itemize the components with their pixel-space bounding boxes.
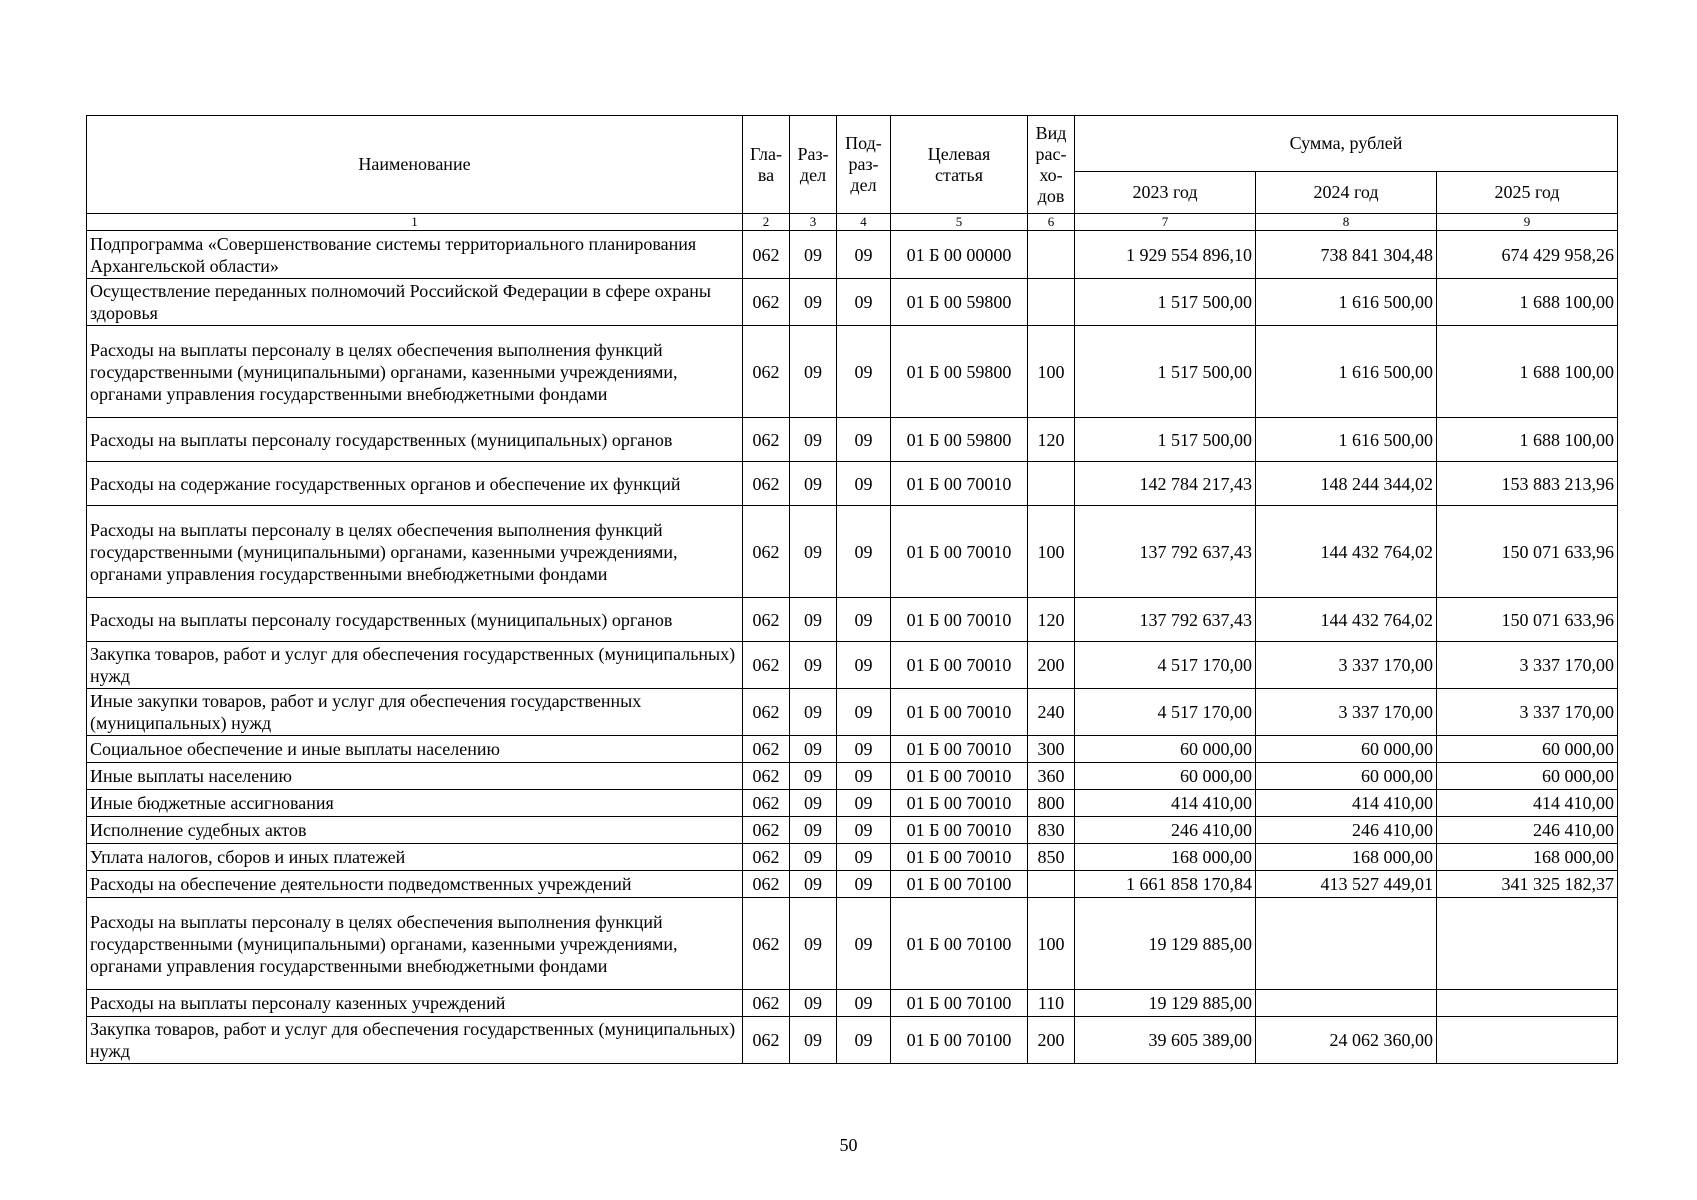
cell-sum-2023: 60 000,00 — [1075, 763, 1256, 790]
cell-name: Расходы на выплаты персоналу казенных учреждений — [87, 990, 743, 1017]
cell-name: Подпрограмма «Совершенствование системы территориального планирования Архангельской области» — [87, 231, 743, 279]
cell-sum-2024: 60 000,00 — [1256, 763, 1437, 790]
cell-expense-type: 240 — [1028, 689, 1075, 736]
cell-section: 09 — [790, 817, 837, 844]
cell-name: Расходы на выплаты персоналу в целях обеспечения выполнения функций государственными (муниципальными) органами, казенными учреждениями, органами управления государственными внебюджетными фондами — [87, 506, 743, 598]
cell-expense-type: 800 — [1028, 790, 1075, 817]
cell-sum-2025: 1 688 100,00 — [1437, 418, 1618, 462]
header-name: Наименование — [87, 116, 743, 214]
table-row — [87, 898, 1618, 990]
cell-name: Исполнение судебных актов — [87, 817, 743, 844]
cell-target: 01 Б 00 70100 — [891, 898, 1028, 990]
cell-target: 01 Б 00 70010 — [891, 598, 1028, 642]
cell-section: 09 — [790, 1017, 837, 1064]
cell-sum-2023: 19 129 885,00 — [1075, 990, 1256, 1017]
cell-sum-2023: 39 605 389,00 — [1075, 1017, 1256, 1064]
table-row — [87, 418, 1618, 462]
cell-chapter: 062 — [743, 326, 790, 418]
cell-sum-2023: 1 517 500,00 — [1075, 279, 1256, 326]
cell-section: 09 — [790, 990, 837, 1017]
cell-section: 09 — [790, 231, 837, 279]
cell-sum-2023: 4 517 170,00 — [1075, 642, 1256, 689]
cell-expense-type: 830 — [1028, 817, 1075, 844]
header-year-2025: 2025 год — [1437, 172, 1618, 214]
cell-expense-type: 360 — [1028, 763, 1075, 790]
cell-chapter: 062 — [743, 871, 790, 898]
cell-subsection: 09 — [837, 871, 891, 898]
cell-target: 01 Б 00 70010 — [891, 642, 1028, 689]
cell-section: 09 — [790, 462, 837, 506]
cell-name: Расходы на содержание государственных органов и обеспечение их функций — [87, 462, 743, 506]
cell-sum-2025: 3 337 170,00 — [1437, 642, 1618, 689]
cell-name: Уплата налогов, сборов и иных платежей — [87, 844, 743, 871]
cell-expense-type: 110 — [1028, 990, 1075, 1017]
table-row — [87, 642, 1618, 689]
column-number: 4 — [837, 214, 891, 231]
cell-target: 01 Б 00 70100 — [891, 990, 1028, 1017]
cell-sum-2023: 137 792 637,43 — [1075, 598, 1256, 642]
cell-section: 09 — [790, 871, 837, 898]
cell-subsection: 09 — [837, 462, 891, 506]
cell-expense-type: 200 — [1028, 1017, 1075, 1064]
cell-sum-2024: 24 062 360,00 — [1256, 1017, 1437, 1064]
cell-sum-2024: 1 616 500,00 — [1256, 418, 1437, 462]
cell-subsection: 09 — [837, 598, 891, 642]
cell-expense-type — [1028, 871, 1075, 898]
table-header — [87, 116, 1618, 231]
cell-sum-2025 — [1437, 1017, 1618, 1064]
cell-sum-2025: 1 688 100,00 — [1437, 326, 1618, 418]
cell-chapter: 062 — [743, 598, 790, 642]
header-year-2024: 2024 год — [1256, 172, 1437, 214]
column-number: 6 — [1028, 214, 1075, 231]
cell-section: 09 — [790, 898, 837, 990]
cell-sum-2023: 1 929 554 896,10 — [1075, 231, 1256, 279]
cell-sum-2023: 60 000,00 — [1075, 736, 1256, 763]
cell-sum-2024: 3 337 170,00 — [1256, 689, 1437, 736]
cell-subsection: 09 — [837, 279, 891, 326]
cell-name: Иные выплаты населению — [87, 763, 743, 790]
cell-chapter: 062 — [743, 736, 790, 763]
cell-expense-type: 300 — [1028, 736, 1075, 763]
header-section: Раз- дел — [790, 116, 837, 214]
cell-chapter: 062 — [743, 279, 790, 326]
budget-table — [86, 115, 1618, 1064]
cell-subsection: 09 — [837, 790, 891, 817]
column-number: 5 — [891, 214, 1028, 231]
cell-sum-2023: 19 129 885,00 — [1075, 898, 1256, 990]
cell-section: 09 — [790, 598, 837, 642]
cell-sum-2024: 246 410,00 — [1256, 817, 1437, 844]
cell-chapter: 062 — [743, 844, 790, 871]
cell-section: 09 — [790, 736, 837, 763]
header-year-2023: 2023 год — [1075, 172, 1256, 214]
cell-sum-2023: 414 410,00 — [1075, 790, 1256, 817]
cell-sum-2023: 1 661 858 170,84 — [1075, 871, 1256, 898]
cell-name: Иные закупки товаров, работ и услуг для обеспечения государственных (муниципальных) нужд — [87, 689, 743, 736]
cell-expense-type — [1028, 231, 1075, 279]
cell-sum-2025: 60 000,00 — [1437, 736, 1618, 763]
cell-sum-2025 — [1437, 898, 1618, 990]
header-target: Целевая статья — [891, 116, 1028, 214]
cell-target: 01 Б 00 70010 — [891, 844, 1028, 871]
cell-section: 09 — [790, 279, 837, 326]
table-row — [87, 763, 1618, 790]
cell-sum-2024: 144 432 764,02 — [1256, 506, 1437, 598]
cell-sum-2024: 60 000,00 — [1256, 736, 1437, 763]
cell-chapter: 062 — [743, 642, 790, 689]
cell-target: 01 Б 00 70010 — [891, 736, 1028, 763]
cell-sum-2025: 150 071 633,96 — [1437, 598, 1618, 642]
cell-chapter: 062 — [743, 990, 790, 1017]
cell-target: 01 Б 00 70010 — [891, 763, 1028, 790]
cell-section: 09 — [790, 689, 837, 736]
cell-sum-2024: 413 527 449,01 — [1256, 871, 1437, 898]
table-row — [87, 790, 1618, 817]
table-row — [87, 990, 1618, 1017]
cell-sum-2025: 150 071 633,96 — [1437, 506, 1618, 598]
header-sum: Сумма, рублей — [1075, 116, 1618, 172]
cell-name: Расходы на обеспечение деятельности подведомственных учреждений — [87, 871, 743, 898]
table-row — [87, 598, 1618, 642]
cell-name: Осуществление переданных полномочий Российской Федерации в сфере охраны здоровья — [87, 279, 743, 326]
cell-sum-2025: 341 325 182,37 — [1437, 871, 1618, 898]
cell-section: 09 — [790, 506, 837, 598]
cell-target: 01 Б 00 70010 — [891, 506, 1028, 598]
cell-chapter: 062 — [743, 898, 790, 990]
cell-target: 01 Б 00 70010 — [891, 462, 1028, 506]
cell-expense-type: 100 — [1028, 898, 1075, 990]
cell-sum-2024: 3 337 170,00 — [1256, 642, 1437, 689]
cell-expense-type: 120 — [1028, 418, 1075, 462]
cell-sum-2023: 137 792 637,43 — [1075, 506, 1256, 598]
cell-subsection: 09 — [837, 817, 891, 844]
cell-target: 01 Б 00 59800 — [891, 418, 1028, 462]
cell-sum-2024: 1 616 500,00 — [1256, 279, 1437, 326]
table-row — [87, 326, 1618, 418]
cell-sum-2023: 246 410,00 — [1075, 817, 1256, 844]
cell-target: 01 Б 00 59800 — [891, 326, 1028, 418]
table-row — [87, 462, 1618, 506]
cell-sum-2024: 1 616 500,00 — [1256, 326, 1437, 418]
cell-target: 01 Б 00 70010 — [891, 817, 1028, 844]
cell-subsection: 09 — [837, 506, 891, 598]
cell-sum-2024: 148 244 344,02 — [1256, 462, 1437, 506]
column-number-row — [87, 214, 1618, 231]
table-row — [87, 844, 1618, 871]
cell-subsection: 09 — [837, 231, 891, 279]
cell-sum-2025: 246 410,00 — [1437, 817, 1618, 844]
cell-sum-2024 — [1256, 898, 1437, 990]
cell-subsection: 09 — [837, 844, 891, 871]
cell-chapter: 062 — [743, 763, 790, 790]
cell-expense-type — [1028, 462, 1075, 506]
cell-section: 09 — [790, 844, 837, 871]
cell-subsection: 09 — [837, 1017, 891, 1064]
cell-sum-2025: 1 688 100,00 — [1437, 279, 1618, 326]
cell-chapter: 062 — [743, 1017, 790, 1064]
table-row — [87, 506, 1618, 598]
table-body — [87, 231, 1618, 1064]
cell-subsection: 09 — [837, 736, 891, 763]
cell-sum-2025 — [1437, 990, 1618, 1017]
cell-chapter: 062 — [743, 689, 790, 736]
cell-sum-2025: 153 883 213,96 — [1437, 462, 1618, 506]
cell-chapter: 062 — [743, 462, 790, 506]
cell-sum-2023: 4 517 170,00 — [1075, 689, 1256, 736]
cell-sum-2024: 144 432 764,02 — [1256, 598, 1437, 642]
cell-subsection: 09 — [837, 689, 891, 736]
cell-sum-2023: 142 784 217,43 — [1075, 462, 1256, 506]
column-number: 3 — [790, 214, 837, 231]
cell-subsection: 09 — [837, 990, 891, 1017]
cell-subsection: 09 — [837, 418, 891, 462]
table-row — [87, 817, 1618, 844]
table-row — [87, 231, 1618, 279]
column-number: 2 — [743, 214, 790, 231]
cell-expense-type: 200 — [1028, 642, 1075, 689]
column-number: 1 — [87, 214, 743, 231]
cell-sum-2023: 168 000,00 — [1075, 844, 1256, 871]
column-number: 9 — [1437, 214, 1618, 231]
cell-sum-2024: 414 410,00 — [1256, 790, 1437, 817]
table-row — [87, 871, 1618, 898]
cell-chapter: 062 — [743, 506, 790, 598]
cell-chapter: 062 — [743, 790, 790, 817]
cell-expense-type: 120 — [1028, 598, 1075, 642]
cell-expense-type: 850 — [1028, 844, 1075, 871]
cell-section: 09 — [790, 326, 837, 418]
cell-expense-type: 100 — [1028, 506, 1075, 598]
cell-target: 01 Б 00 59800 — [891, 279, 1028, 326]
cell-name: Расходы на выплаты персоналу государственных (муниципальных) органов — [87, 418, 743, 462]
cell-sum-2024 — [1256, 990, 1437, 1017]
header-chapter: Гла- ва — [743, 116, 790, 214]
cell-target: 01 Б 00 70100 — [891, 1017, 1028, 1064]
cell-name: Расходы на выплаты персоналу в целях обеспечения выполнения функций государственными (муниципальными) органами, казенными учреждениями, органами управления государственными внебюджетными фондами — [87, 898, 743, 990]
cell-target: 01 Б 00 70010 — [891, 689, 1028, 736]
cell-name: Социальное обеспечение и иные выплаты населению — [87, 736, 743, 763]
column-number: 7 — [1075, 214, 1256, 231]
cell-expense-type — [1028, 279, 1075, 326]
cell-target: 01 Б 00 00000 — [891, 231, 1028, 279]
cell-sum-2025: 3 337 170,00 — [1437, 689, 1618, 736]
cell-subsection: 09 — [837, 898, 891, 990]
cell-target: 01 Б 00 70010 — [891, 790, 1028, 817]
cell-section: 09 — [790, 418, 837, 462]
cell-sum-2024: 168 000,00 — [1256, 844, 1437, 871]
cell-sum-2023: 1 517 500,00 — [1075, 418, 1256, 462]
cell-section: 09 — [790, 642, 837, 689]
cell-sum-2025: 674 429 958,26 — [1437, 231, 1618, 279]
cell-name: Закупка товаров, работ и услуг для обеспечения государственных (муниципальных) нужд — [87, 642, 743, 689]
cell-subsection: 09 — [837, 763, 891, 790]
cell-section: 09 — [790, 763, 837, 790]
cell-subsection: 09 — [837, 642, 891, 689]
table-row — [87, 689, 1618, 736]
table-row — [87, 279, 1618, 326]
table-row — [87, 1017, 1618, 1064]
cell-name: Закупка товаров, работ и услуг для обеспечения государственных (муниципальных) нужд — [87, 1017, 743, 1064]
cell-section: 09 — [790, 790, 837, 817]
header-expense-type: Вид рас- хо- дов — [1028, 116, 1075, 214]
cell-sum-2025: 414 410,00 — [1437, 790, 1618, 817]
cell-chapter: 062 — [743, 231, 790, 279]
column-number: 8 — [1256, 214, 1437, 231]
cell-expense-type: 100 — [1028, 326, 1075, 418]
table-row — [87, 736, 1618, 763]
cell-name: Расходы на выплаты персоналу в целях обеспечения выполнения функций государственными (муниципальными) органами, казенными учреждениями, органами управления государственными внебюджетными фондами — [87, 326, 743, 418]
cell-name: Расходы на выплаты персоналу государственных (муниципальных) органов — [87, 598, 743, 642]
cell-sum-2025: 168 000,00 — [1437, 844, 1618, 871]
page-number: 50 — [839, 1135, 858, 1155]
cell-subsection: 09 — [837, 326, 891, 418]
cell-name: Иные бюджетные ассигнования — [87, 790, 743, 817]
cell-chapter: 062 — [743, 418, 790, 462]
cell-target: 01 Б 00 70100 — [891, 871, 1028, 898]
cell-chapter: 062 — [743, 817, 790, 844]
cell-sum-2025: 60 000,00 — [1437, 763, 1618, 790]
cell-sum-2024: 738 841 304,48 — [1256, 231, 1437, 279]
cell-sum-2023: 1 517 500,00 — [1075, 326, 1256, 418]
header-subsection: Под- раз- дел — [837, 116, 891, 214]
